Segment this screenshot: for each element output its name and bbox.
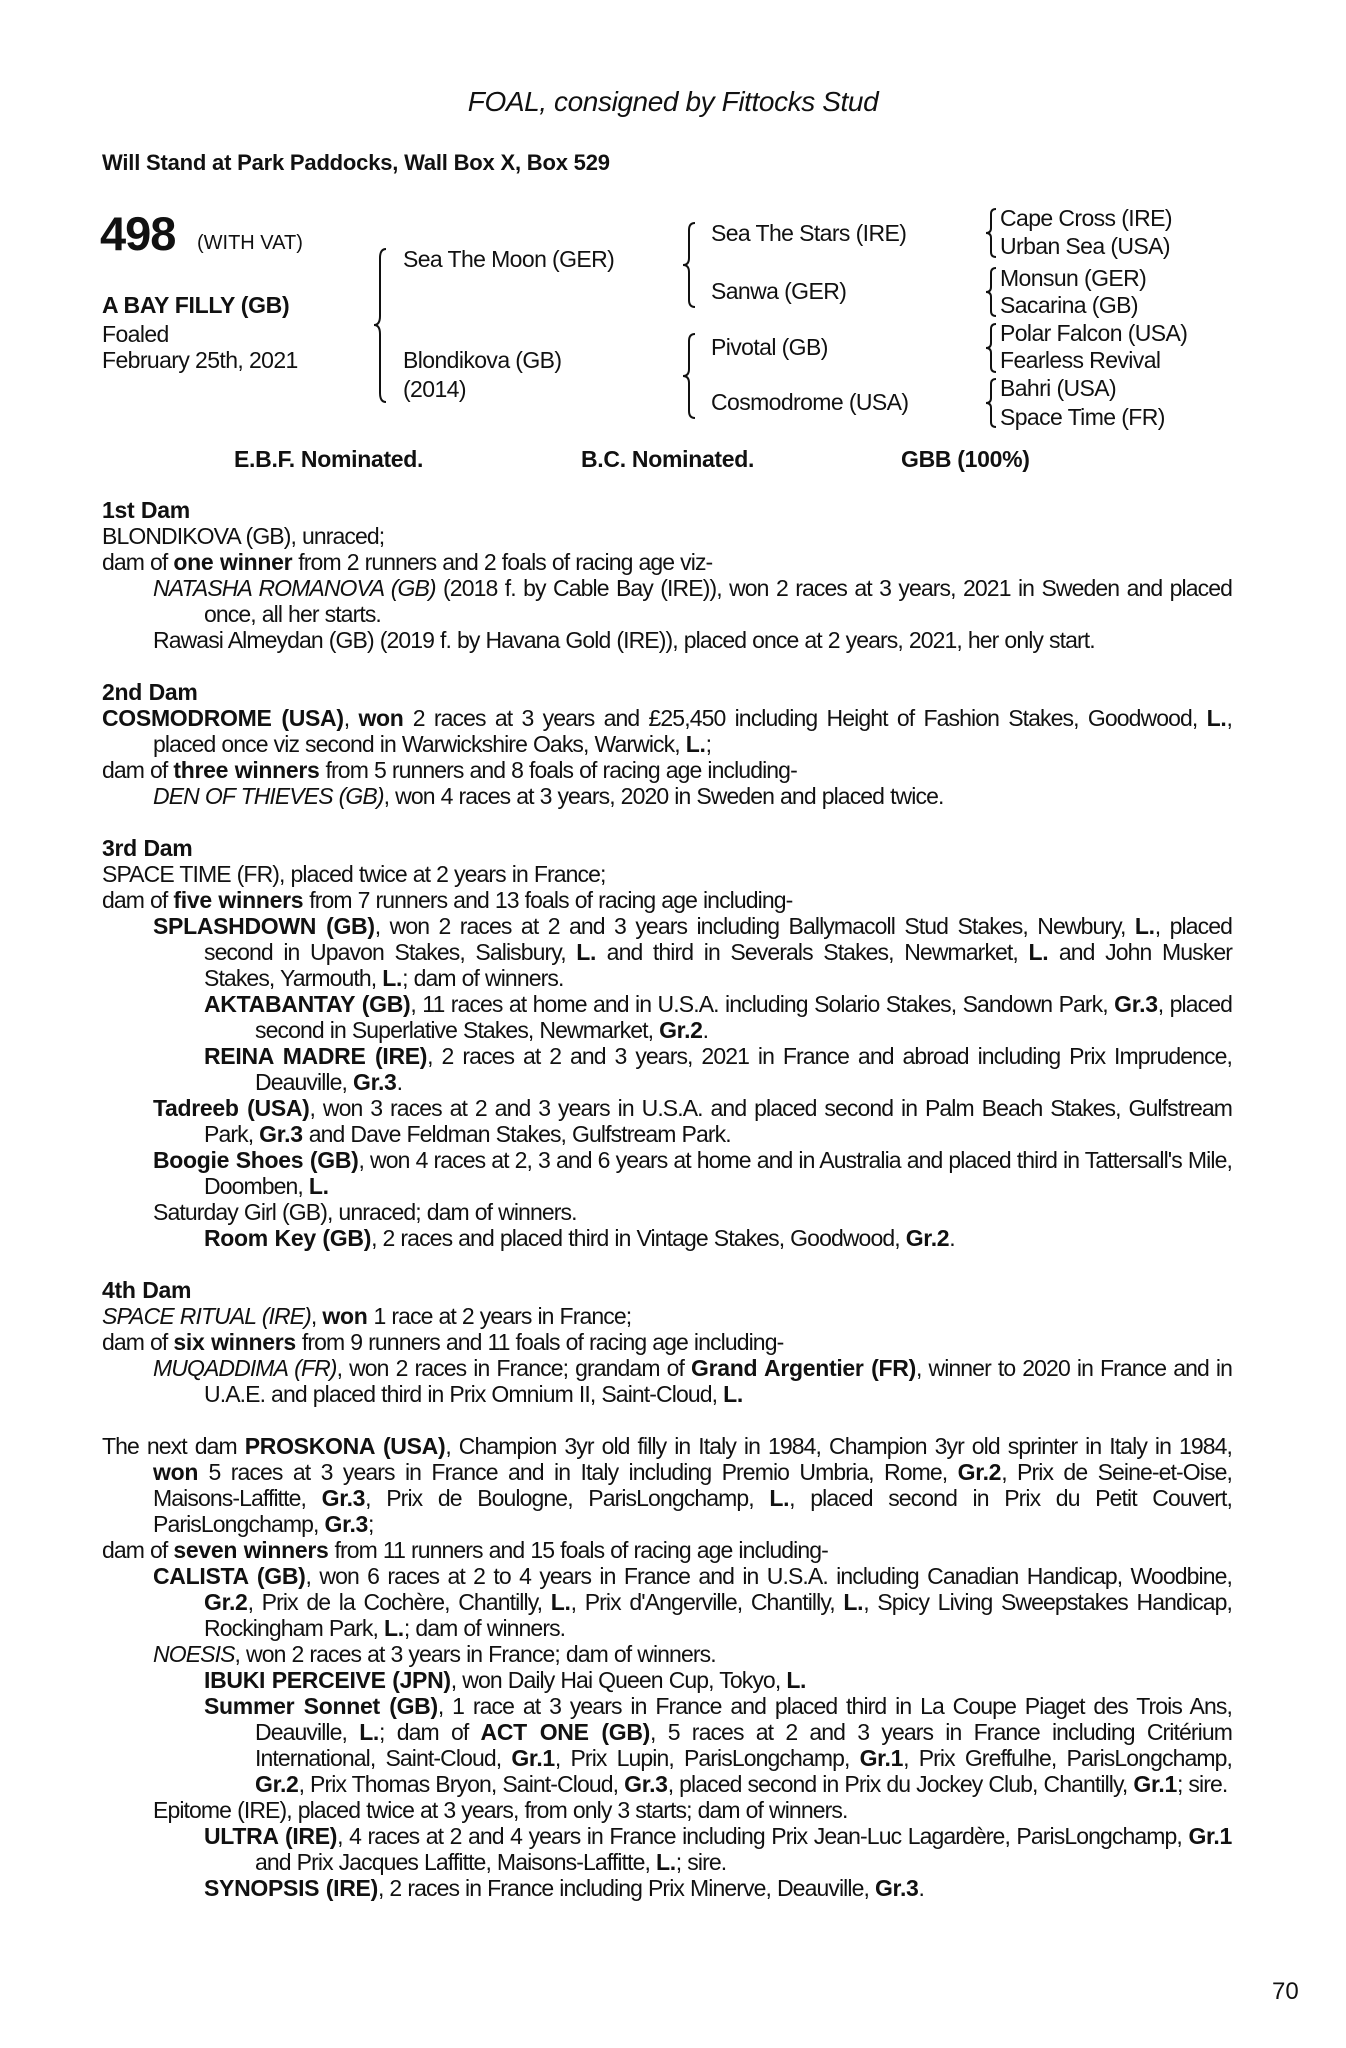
bold-text: L. — [359, 1719, 380, 1745]
text-run: , won 2 races in France; grandam of — [336, 1355, 692, 1381]
text-run: , won 3 races at 2 and 3 years in U.S.A. and placed second in Palm Beach Stakes, Gulfstream Park, — [204, 1095, 1232, 1147]
produce-record — [102, 861, 1232, 887]
bc-nominated: B.C. Nominated. — [581, 446, 755, 472]
dam-section — [102, 1277, 1232, 1407]
italic-text: MUQADDIMA (FR) — [153, 1355, 337, 1381]
gen3-brace-icon — [984, 378, 998, 428]
bold-text: seven winners — [173, 1537, 329, 1563]
page-number: 70 — [1272, 1978, 1299, 2005]
gen3-ancestor: Urban Sea (USA) — [1000, 233, 1170, 259]
italic-text: SPACE RITUAL (IRE) — [102, 1303, 311, 1329]
gen3-ancestor: Cape Cross (IRE) — [1000, 205, 1172, 231]
produce-record — [102, 1225, 1232, 1251]
dam-sire: Pivotal (GB) — [711, 334, 828, 360]
bold-text: Gr.2 — [957, 1459, 1002, 1485]
bold-text: five winners — [173, 887, 304, 913]
gen3-brace-icon — [984, 323, 998, 373]
text-run: 1 race at 2 years in France; — [367, 1303, 632, 1329]
text-run: , placed second in Prix du Jockey Club, Chantilly, — [667, 1771, 1134, 1797]
text-run: , placed second in Prix du Petit Couvert, ParisLongchamp, — [153, 1485, 1232, 1537]
bold-text: L. — [786, 1667, 807, 1693]
bold-text: L. — [685, 731, 706, 757]
bold-text: L. — [1028, 939, 1049, 965]
text-run: . — [949, 1225, 955, 1251]
bold-text: Gr.3 — [353, 1069, 397, 1095]
bold-text: Gr.2 — [255, 1771, 299, 1797]
text-run: , Prix d'Angerville, Chantilly, — [570, 1589, 844, 1615]
produce-record — [102, 913, 1232, 991]
text-run: ; sire. — [1176, 1771, 1228, 1797]
produce-record — [102, 1329, 1232, 1355]
bold-text: L. — [723, 1381, 743, 1407]
produce-record — [102, 991, 1232, 1043]
bold-text: three winners — [173, 757, 320, 783]
bold-text: L. — [769, 1485, 790, 1511]
produce-record — [102, 627, 1232, 653]
produce-record — [102, 1043, 1232, 1095]
bold-text: PROSKONA (USA) — [244, 1433, 446, 1459]
text-run: , Prix de la Cochère, Chantilly, — [247, 1589, 551, 1615]
gen3-ancestor: Space Time (FR) — [1000, 404, 1165, 430]
produce-record — [102, 1147, 1232, 1199]
text-run: and John Musker Stakes, Yarmouth, — [204, 939, 1232, 991]
produce-record — [102, 1641, 1232, 1667]
catalogue-body — [102, 497, 1232, 1927]
bold-text: REINA MADRE (IRE) — [204, 1043, 428, 1069]
produce-record — [102, 1693, 1232, 1797]
bold-text: Boogie Shoes (GB) — [153, 1147, 359, 1173]
bold-text: L. — [655, 1849, 676, 1875]
text-run: , Prix Greffulhe, ParisLongchamp, — [903, 1745, 1232, 1771]
bold-text: SPLASHDOWN (GB) — [153, 913, 375, 939]
gen3-ancestor: Bahri (USA) — [1000, 375, 1117, 401]
text-run: , — [343, 705, 359, 731]
foaled-date: February 25th, 2021 — [102, 347, 298, 373]
bold-text: L. — [1206, 705, 1227, 731]
bold-text: Gr.3 — [624, 1771, 668, 1797]
dam-year: (2014) — [403, 376, 466, 402]
italic-text: NATASHA ROMANOVA (GB) — [153, 575, 436, 601]
text-run: , 2 races in France including Prix Minerve, Deauville, — [377, 1875, 875, 1901]
produce-record — [102, 1563, 1232, 1641]
bold-text: Gr.1 — [1188, 1823, 1232, 1849]
section-heading: 3rd Dam — [102, 835, 193, 861]
text-run: 2 races at 3 years and £25,450 including Height of Fashion Stakes, Goodwood, — [403, 705, 1207, 731]
stand-location: Will Stand at Park Paddocks, Wall Box X, Box 529 — [102, 150, 610, 175]
bold-text: Gr.2 — [905, 1225, 950, 1251]
text-run: dam of — [102, 887, 174, 913]
produce-record — [102, 705, 1232, 757]
produce-record — [102, 1797, 1232, 1823]
bold-text: L. — [576, 939, 597, 965]
text-run: , Prix Lupin, ParisLongchamp, — [554, 1745, 860, 1771]
bold-text: L. — [1134, 913, 1155, 939]
text-run: , won 4 races at 3 years, 2020 in Sweden and placed twice. — [383, 783, 944, 809]
text-run: , Spicy Living Sweepstakes Handicap, Rockingham Park, — [204, 1589, 1232, 1641]
text-run: from 11 runners and 15 foals of racing age including- — [328, 1537, 828, 1563]
text-run: BLONDIKOVA (GB), unraced; — [102, 523, 385, 549]
dam-section — [102, 835, 1232, 1251]
text-run: SPACE TIME (FR), placed twice at 2 years in France; — [102, 861, 606, 887]
dam-name: Blondikova (GB) — [403, 347, 562, 373]
text-run: , Prix de Boulogne, ParisLongchamp, — [365, 1485, 770, 1511]
bold-text: L. — [384, 1615, 404, 1641]
text-run: , placed once viz second in Warwickshire Oaks, Warwick, — [153, 705, 1232, 757]
sire-name: Sea The Moon (GER) — [403, 246, 615, 272]
text-run: (2018 f. by Cable Bay (IRE)), won 2 races at 3 years, 2021 in Sweden and placed once, all her starts. — [204, 575, 1232, 627]
produce-record — [102, 757, 1232, 783]
text-run: dam of — [102, 549, 174, 575]
italic-text: NOESIS — [153, 1641, 235, 1667]
text-run: , Prix Thomas Bryon, Saint-Cloud, — [298, 1771, 625, 1797]
text-run: , winner to 2020 in France and in U.A.E. and placed third in Prix Omnium II, Saint-Cloud, — [204, 1355, 1232, 1407]
produce-record — [102, 1875, 1232, 1901]
bold-text: L. — [843, 1589, 864, 1615]
produce-record — [102, 1199, 1232, 1225]
bold-text: L. — [550, 1589, 571, 1615]
text-run: The next dam — [102, 1433, 245, 1459]
vat-note: (WITH VAT) — [197, 232, 303, 254]
sire-dam: Sanwa (GER) — [711, 278, 847, 304]
text-run: , 5 races at 2 and 3 years in France including Critérium International, Saint-Cloud, — [255, 1719, 1232, 1771]
text-run: , placed second in Superlative Stakes, Newmarket, — [255, 991, 1232, 1043]
text-run: , 4 races at 2 and 4 years in France including Prix Jean-Luc Lagardère, ParisLongchamp, — [337, 1823, 1189, 1849]
text-run: , — [310, 1303, 323, 1329]
bold-text: Gr.2 — [659, 1017, 703, 1043]
gen3-ancestor: Fearless Revival — [1000, 347, 1161, 373]
text-run: , 1 race at 3 years in France and placed third in La Coupe Piaget des Trois Ans, Deauville, — [255, 1693, 1232, 1745]
produce-record — [102, 523, 1232, 549]
section-heading: 1st Dam — [102, 497, 190, 523]
text-run: ; sire. — [675, 1849, 727, 1875]
bold-text: Gr.1 — [511, 1745, 555, 1771]
text-run: Saturday Girl (GB), unraced; dam of winners. — [153, 1199, 577, 1225]
text-run: from 5 runners and 8 foals of racing age including- — [319, 757, 797, 783]
produce-record — [102, 887, 1232, 913]
produce-record — [102, 783, 1232, 809]
text-run: and third in Severals Stakes, Newmarket, — [596, 939, 1029, 965]
text-run: , 11 races at home and in U.S.A. including Solario Stakes, Sandown Park, — [410, 991, 1115, 1017]
produce-record — [102, 549, 1232, 575]
sire-brace-icon — [681, 222, 697, 308]
dam-section — [102, 679, 1232, 809]
gbb-rating: GBB (100%) — [901, 446, 1030, 472]
text-run: ; dam of — [379, 1719, 481, 1745]
dam-section — [102, 1433, 1232, 1901]
bold-text: L. — [308, 1173, 329, 1199]
produce-record — [102, 1823, 1232, 1875]
horse-name: A BAY FILLY (GB) — [102, 292, 290, 318]
text-run: from 2 runners and 2 foals of racing age viz- — [292, 549, 713, 575]
gen3-brace-icon — [984, 208, 998, 258]
bold-text: SYNOPSIS (IRE) — [204, 1875, 378, 1901]
foaled-label: Foaled — [102, 321, 169, 347]
bold-text: Tadreeb (USA) — [153, 1095, 310, 1121]
bold-text: Grand Argentier (FR) — [691, 1355, 916, 1381]
text-run: and Prix Jacques Laffitte, Maisons-Laffitte, — [255, 1849, 656, 1875]
bold-text: Gr.1 — [859, 1745, 904, 1771]
text-run: ; — [368, 1511, 374, 1537]
text-run: . — [918, 1875, 925, 1901]
bold-text: IBUKI PERCEIVE (JPN) — [204, 1667, 451, 1693]
bold-text: L. — [382, 965, 403, 991]
bold-text: Room Key (GB) — [204, 1225, 372, 1251]
bold-text: Gr.3 — [259, 1121, 303, 1147]
dam-brace-icon — [681, 333, 697, 419]
text-run: 5 races at 3 years in France and in Italy including Premio Umbria, Rome, — [198, 1459, 958, 1485]
gen3-ancestor: Sacarina (GB) — [1000, 292, 1138, 318]
bold-text: CALISTA (GB) — [153, 1563, 306, 1589]
bold-text: Gr.3 — [321, 1485, 366, 1511]
bold-text: Gr.2 — [204, 1589, 248, 1615]
bold-text: won — [153, 1459, 199, 1485]
consignment-title: FOAL, consigned by Fittocks Stud — [467, 86, 879, 117]
produce-record — [102, 1303, 1232, 1329]
italic-text: DEN OF THIEVES (GB) — [153, 783, 384, 809]
text-run: , won Daily Hai Queen Cup, Tokyo, — [450, 1667, 787, 1693]
gen3-ancestor: Monsun (GER) — [1000, 265, 1147, 291]
bold-text: Gr.3 — [1114, 991, 1158, 1017]
text-run: , won 4 races at 2, 3 and 6 years at home and in Australia and placed third in Tattersall's Mile, Doomben, — [204, 1147, 1232, 1199]
dam-section — [102, 497, 1232, 653]
bold-text: COSMODROME (USA) — [102, 705, 344, 731]
text-run: dam of — [102, 757, 174, 783]
text-run: Rawasi Almeydan (GB) (2019 f. by Havana Gold (IRE)), placed once at 2 years, 2021, her only start. — [153, 627, 1095, 653]
text-run: from 7 runners and 13 foals of racing age including- — [303, 887, 793, 913]
bold-text: AKTABANTAY (GB) — [204, 991, 411, 1017]
text-run: , won 6 races at 2 to 4 years in France and in U.S.A. including Canadian Handicap, Woodbine, — [305, 1563, 1232, 1589]
bold-text: six winners — [173, 1329, 296, 1355]
ebf-nominated: E.B.F. Nominated. — [234, 446, 424, 472]
bold-text: ACT ONE (GB) — [480, 1719, 651, 1745]
bold-text: won — [322, 1303, 368, 1329]
lot-number: 498 — [100, 207, 176, 260]
text-run: ; dam of winners. — [402, 965, 564, 991]
bold-text: Gr.3 — [324, 1511, 369, 1537]
section-heading: 2nd Dam — [102, 679, 198, 705]
text-run: ; dam of winners. — [403, 1615, 566, 1641]
text-run: , won 2 races at 3 years in France; dam of winners. — [234, 1641, 716, 1667]
pedigree-brace-icon — [372, 248, 388, 403]
text-run: . — [396, 1069, 403, 1095]
bold-text: Gr.1 — [1133, 1771, 1177, 1797]
bold-text: Summer Sonnet (GB) — [204, 1693, 438, 1719]
gen3-ancestor: Polar Falcon (USA) — [1000, 320, 1188, 346]
produce-record — [102, 1537, 1232, 1563]
produce-record — [102, 1433, 1232, 1537]
text-run: , 2 races at 2 and 3 years, 2021 in France and abroad including Prix Imprudence, Deauville, — [255, 1043, 1232, 1095]
produce-record — [102, 575, 1232, 627]
gen3-brace-icon — [984, 267, 998, 317]
produce-record — [102, 1095, 1232, 1147]
text-run: dam of — [102, 1329, 174, 1355]
produce-record — [102, 1667, 1232, 1693]
text-run: , won 2 races at 2 and 3 years including Ballymacoll Stud Stakes, Newbury, — [374, 913, 1135, 939]
text-run: Epitome (IRE), placed twice at 3 years, from only 3 starts; dam of winners. — [153, 1797, 848, 1823]
bold-text: ULTRA (IRE) — [204, 1823, 338, 1849]
text-run: . — [702, 1017, 709, 1043]
text-run: , Champion 3yr old filly in Italy in 1984, Champion 3yr old sprinter in Italy in 1984, — [445, 1433, 1233, 1459]
dam-dam: Cosmodrome (USA) — [711, 389, 909, 415]
bold-text: one winner — [173, 549, 293, 575]
bold-text: Gr.3 — [874, 1875, 919, 1901]
text-run: from 9 runners and 11 foals of racing age including- — [295, 1329, 784, 1355]
text-run: dam of — [102, 1537, 174, 1563]
text-run: , placed second in Upavon Stakes, Salisbury, — [204, 913, 1232, 965]
produce-record — [102, 1355, 1232, 1407]
text-run: , Prix de Seine-et-Oise, Maisons-Laffitte, — [153, 1459, 1232, 1511]
sire-sire: Sea The Stars (IRE) — [711, 220, 907, 246]
bold-text: won — [358, 705, 404, 731]
text-run: and Dave Feldman Stakes, Gulfstream Park. — [302, 1121, 731, 1147]
text-run: , 2 races and placed third in Vintage Stakes, Goodwood, — [371, 1225, 906, 1251]
section-heading: 4th Dam — [102, 1277, 192, 1303]
text-run: ; — [705, 731, 712, 757]
